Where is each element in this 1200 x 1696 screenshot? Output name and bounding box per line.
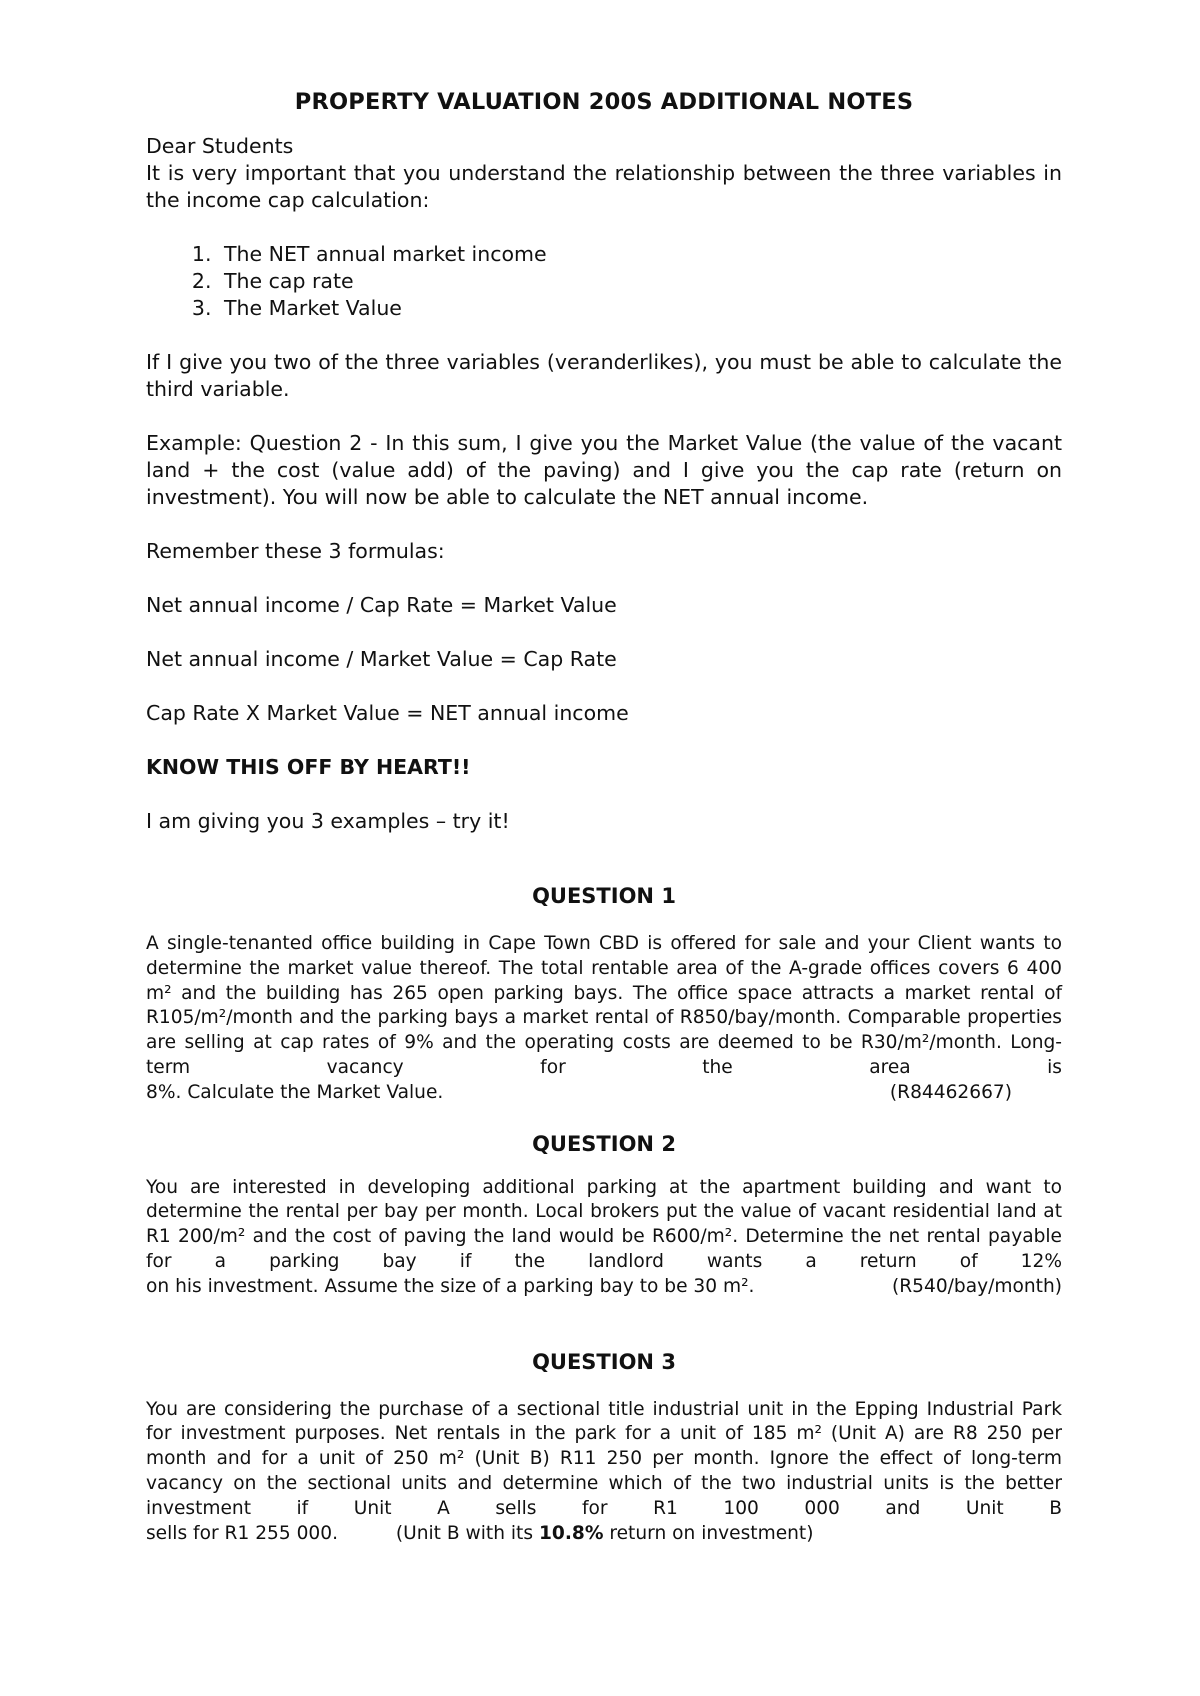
variable-item: 2. The cap rate [218,268,1062,295]
formula-item: Net annual income / Cap Rate = Market Value [146,593,617,617]
formulas-section [146,565,1062,835]
question-3-answer-bold: 10.8% [538,1522,604,1544]
question-3-last-text: sells for R1 255 000. [146,1522,338,1544]
question-2-answer: (R540/bay/month) [892,1275,1062,1297]
question-3-last-line [146,1522,1062,1547]
variables-list [146,241,1062,322]
question-1-body [146,932,1062,1106]
question-3-text: You are considering the purchase of a sectional title industrial unit in the Epping Industrial Park for investment purposes. Net rentals in the park for a unit of 185 m² (Unit A) are R8 250 per month and for a unit of 250 m² (Unit B) R11 250 per month. Ignore the effect of long-term vacancy on the sectional units and determine which of the two industrial units is the better investment if Unit A sells for R1 100 000 and Unit B [146,1398,1062,1519]
variable-item: 1. The NET annual market income [218,241,1062,268]
question-2-body [146,1176,1062,1300]
question-3-heading: QUESTION 3 [532,1349,676,1374]
formula-item: Cap Rate X Market Value = NET annual income [146,701,629,725]
remember-text: Remember these 3 formulas: [146,539,445,563]
question-3-answer-post: return on investment) [603,1522,814,1544]
question-3-answer-pre: (Unit B with its [395,1522,539,1544]
example-paragraph: Example: Question 2 - In this sum, I give you the Market Value (the value of the vacant land + the cost (value add) of the paving) and I give you the cap rate (return on investment). You will now be able to calculate the NET annual income. [146,431,1062,509]
question-2-last-text: on his investment. Assume the size of a parking bay to be 30 m². [146,1275,755,1297]
two-of-three-paragraph: If I give you two of the three variables (veranderlikes), you must be able to calculate the third variable. [146,350,1062,401]
variable-item: 3. The Market Value [218,295,1062,322]
greeting: Dear Students [146,134,294,158]
question-1-heading: QUESTION 1 [532,884,676,908]
document-page [146,88,1062,1546]
question-2-heading: QUESTION 2 [532,1131,676,1156]
know-by-heart-text: KNOW THIS OFF BY HEART!! [146,755,471,779]
intro-section [146,133,1062,565]
question-2-text: You are interested in developing additional parking at the apartment building and want to determine the rental per bay per month. Local brokers put the value of vacant residential land at R1 200/m² and the cost of paving the land would be R600/m². Determine the net rental payable for a parking bay if the landlord wants a return of 12% [146,1176,1062,1272]
question-3-body [146,1398,1062,1547]
question-1-text: A single-tenanted office building in Cape Town CBD is offered for sale and your Client wants to determine the market value thereof. The total rentable area of the A-grade offices covers 6 400 m² and the building has 265 open parking bays. The office space attracts a market rental of R105/m²/month and the parking bays a market rental of R850/bay/month. Comparable properties are selling at cap rates of 9% and the operating costs are deemed to be R30/m²/month. Long-term vacancy for the area is [146,933,1062,1078]
question-1-answer: (R84462667) [889,1081,1012,1103]
formula-item: Net annual income / Market Value = Cap Rate [146,647,617,671]
intro-paragraph: It is very important that you understand the relationship between the three variables in the income cap calculation: [146,161,1062,212]
question-2-last-line [146,1275,1062,1300]
question-1-last-line [146,1081,1062,1106]
page-title: PROPERTY VALUATION 200S ADDITIONAL NOTES [294,89,914,115]
question-1-last-text: 8%. Calculate the Market Value. [146,1081,444,1103]
examples-intro-text: I am giving you 3 examples – try it! [146,809,510,833]
